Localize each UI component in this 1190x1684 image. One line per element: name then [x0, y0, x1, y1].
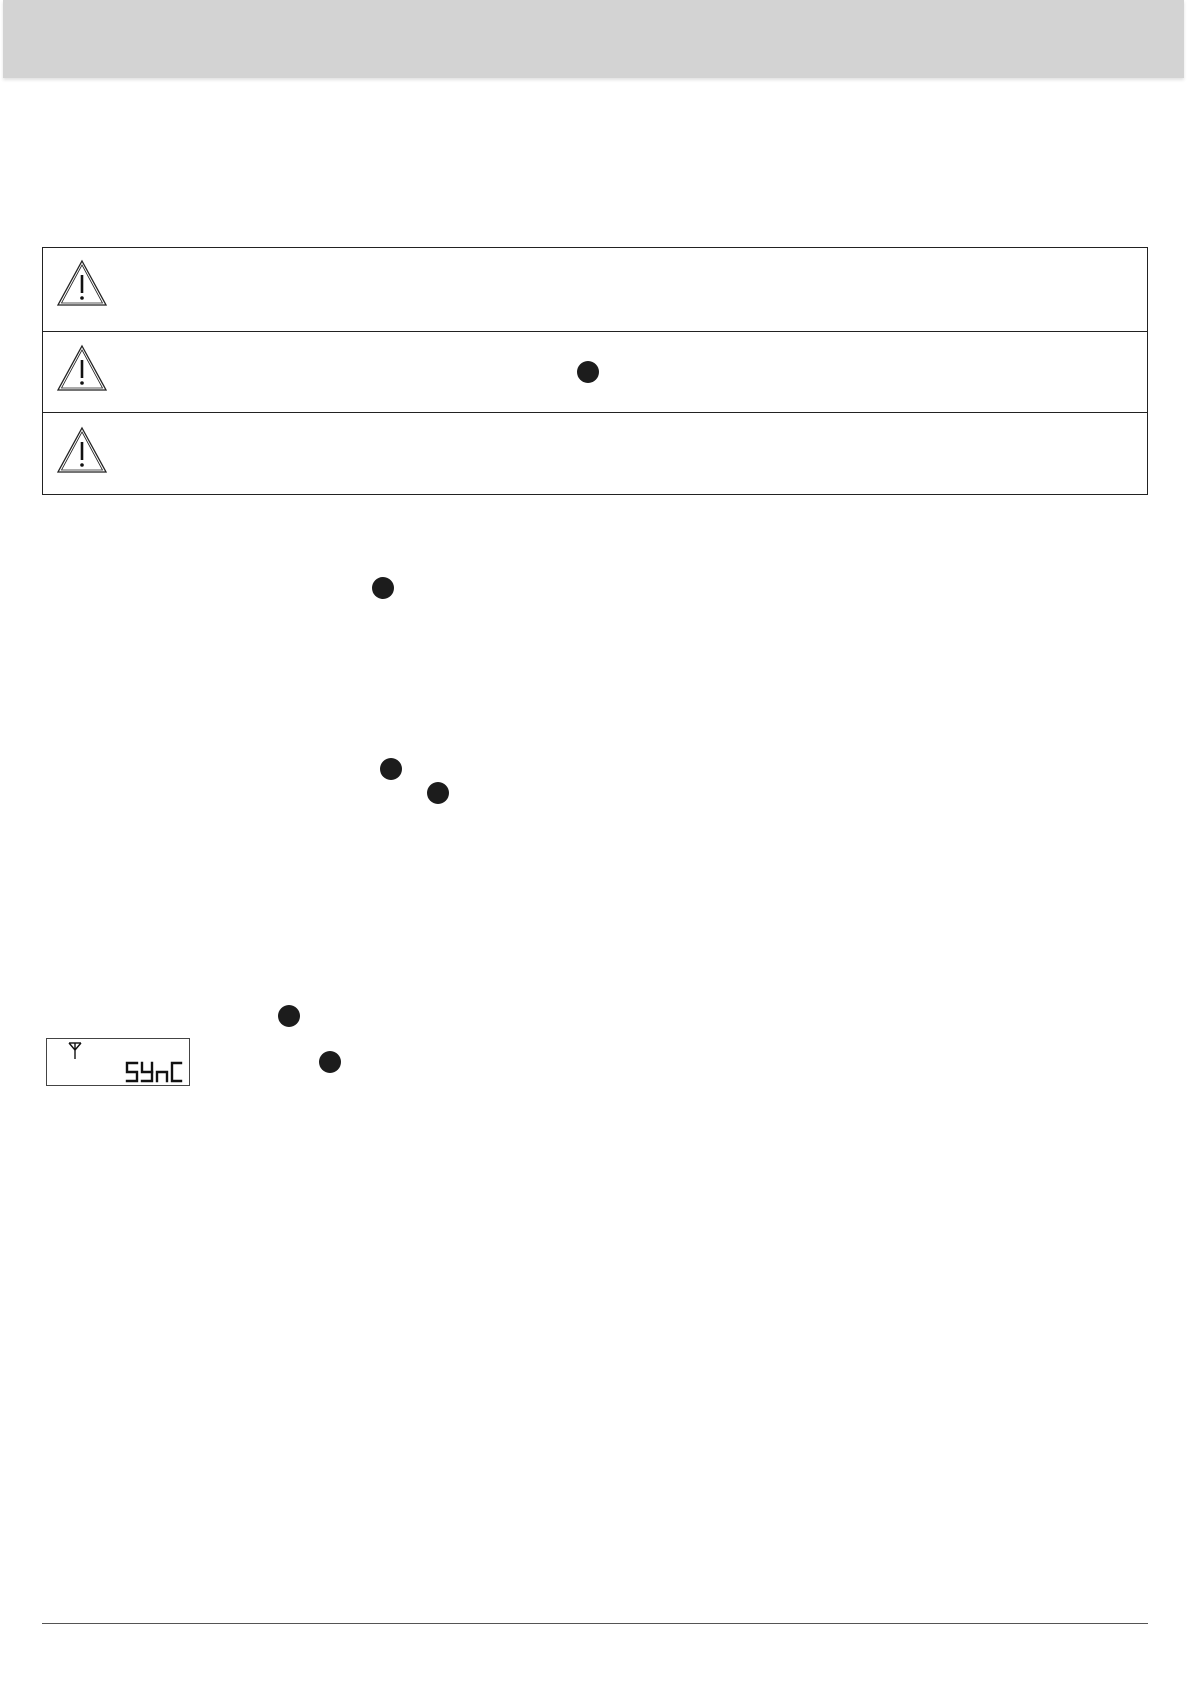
- filled-circle-icon: [380, 758, 402, 780]
- warning-triangle-icon: [55, 425, 109, 475]
- warning-triangle-icon: [55, 343, 109, 393]
- warning-table: [42, 247, 1148, 495]
- antenna-icon: [68, 1042, 82, 1060]
- lcd-sync-segment-icon: [125, 1061, 183, 1083]
- filled-circle-icon: [372, 577, 394, 599]
- warning-triangle-icon: [55, 258, 109, 308]
- filled-circle-icon: [427, 782, 449, 804]
- filled-circle-icon: [319, 1051, 341, 1073]
- page-header-bar: [3, 0, 1184, 78]
- lcd-display: [46, 1038, 190, 1086]
- warning-row-3: [43, 413, 1147, 494]
- warning-row-1: [43, 248, 1147, 332]
- filled-circle-icon: [577, 361, 599, 383]
- footer-rule: [42, 1623, 1148, 1624]
- warning-row-2: [43, 332, 1147, 413]
- filled-circle-icon: [278, 1005, 300, 1027]
